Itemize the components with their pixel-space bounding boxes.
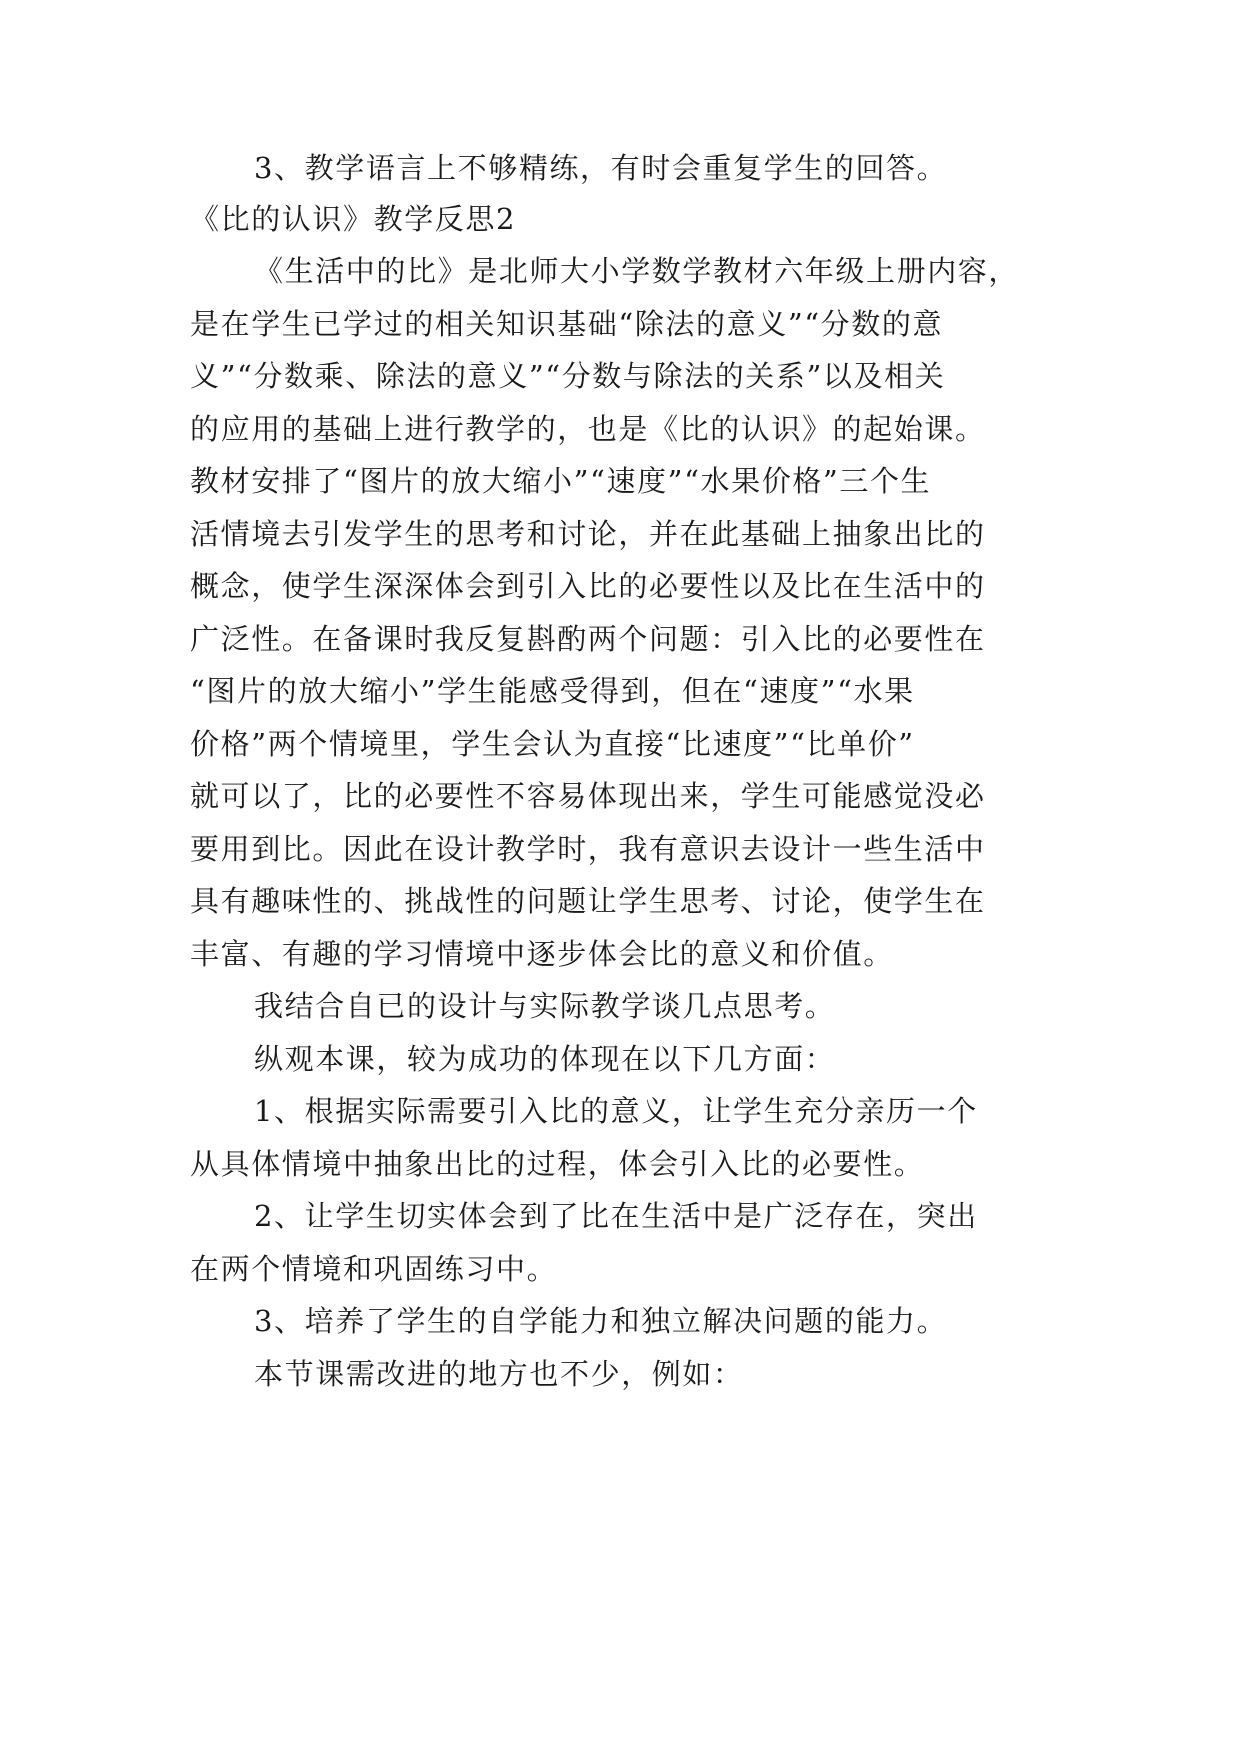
paragraph-line: 丰富、有趣的学习情境中逐步体会比的意义和价值。 <box>190 937 894 971</box>
paragraph-line: 的应用的基础上进行教学的，也是《比的认识》的起始课。 <box>190 412 986 446</box>
paragraph-line: 广泛性。在备课时我反复斟酌两个问题：引入比的必要性在 <box>190 622 986 656</box>
paragraph-line: 从具体情境中抽象出比的过程，体会引入比的必要性。 <box>190 1147 925 1181</box>
paragraph-line: 在两个情境和巩固练习中。 <box>190 1252 558 1286</box>
paragraph-line: 本节课需改进的地方也不少，例如： <box>254 1357 744 1391</box>
paragraph-line: 1、根据实际需要引入比的意义，让学生充分亲历一个 <box>254 1094 978 1128</box>
paragraph-line: 教材安排了“图片的放大缩小”“速度”“水果价格”三个生 <box>190 464 932 498</box>
paragraph-line: 3、教学语言上不够精练，有时会重复学生的回答。 <box>254 151 948 185</box>
paragraph-line: 就可以了，比的必要性不容易体现出来，学生可能感觉没必 <box>190 779 986 813</box>
paragraph-line: 义”“分数乘、除法的意义”“分数与除法的关系”以及相关 <box>190 359 946 393</box>
paragraph-line: 价格”两个情境里，学生会认为直接“比速度”“比单价” <box>190 727 915 761</box>
paragraph-line: 2、让学生切实体会到了比在生活中是广泛存在，突出 <box>254 1199 978 1233</box>
paragraph-line: “图片的放大缩小”学生能感受得到，但在“速度”“水果 <box>190 674 915 708</box>
paragraph-line: 具有趣味性的、挑战性的问题让学生思考、讨论，使学生在 <box>190 884 986 918</box>
paragraph-line: 纵观本课，较为成功的体现在以下几方面： <box>254 1042 836 1076</box>
section-heading: 《比的认识》教学反思2 <box>190 202 517 236</box>
paragraph-line: 是在学生已学过的相关知识基础“除法的意义”“分数的意 <box>190 307 944 341</box>
paragraph-line: 我结合自已的设计与实际教学谈几点思考。 <box>254 989 836 1023</box>
paragraph-line: 《生活中的比》是北师大小学数学教材六年级上册内容， <box>254 254 1020 288</box>
paragraph-line: 要用到比。因此在设计教学时，我有意识去设计一些生活中 <box>190 832 986 866</box>
paragraph-line: 3、培养了学生的自学能力和独立解决问题的能力。 <box>254 1304 948 1338</box>
paragraph-line: 活情境去引发学生的思考和讨论，并在此基础上抽象出比的 <box>190 517 986 551</box>
paragraph-line: 概念，使学生深深体会到引入比的必要性以及比在生活中的 <box>190 569 986 603</box>
